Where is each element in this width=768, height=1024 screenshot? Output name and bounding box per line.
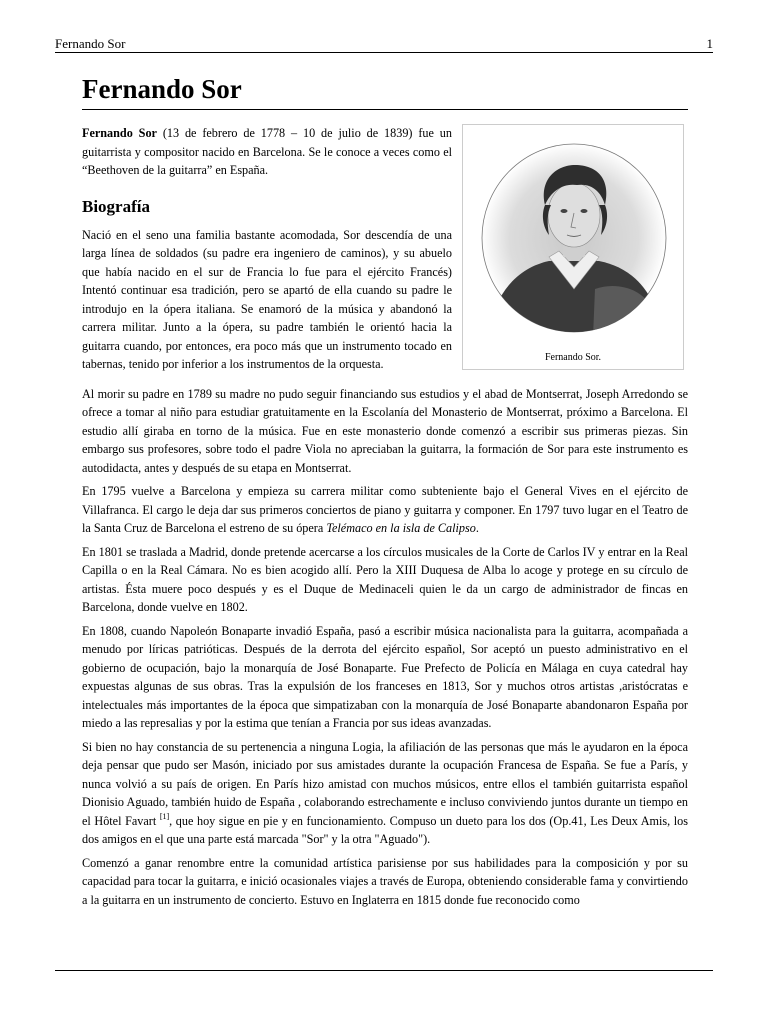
- biography-paragraph-renown: Comenzó a ganar renombre entre la comunidad artística parisiense por sus habilidades para la composición y por su capacidad para tocar la guitarra, e inició ocasionales viajes a través de Europa, obteniendo considerable fama y convirtiendo a la guitarra en un instrumento de concierto. Estuvo en Inglaterra en 1815 donde fue reconocido como: [82, 855, 688, 907]
- section-heading-biografia: Biografía: [82, 196, 150, 216]
- biography-paragraph-paris: [82, 738, 688, 849]
- footnote-reference-link[interactable]: [1]: [159, 811, 170, 821]
- intro-text: (13 de febrero de 1778 – 10 de julio de 1839) fue un guitarrista y compositor nacido en Barcelona. Se le conoce a veces como el “Beethoven de la guitarra” en España.: [82, 126, 452, 177]
- paragraph-text: Si bien no hay constancia de su pertenencia a ninguna Logia, la afiliación de las personas que más le ayudaron en la época deja pensar que pudo ser Masón, iniciado por sus amistades durante la ocupación Francesa de España. Se fue a París, y nunca volvió a su país de origen. En París hizo amistad con muchos músicos, entre ellos el también guitarrista español Dionisio Aguado, también huido de España , colaborando estrechamente e incluso conviviendo juntos durante un tiempo en el Hôtel Favart: [82, 739, 688, 828]
- biography-paragraph-barcelona: [82, 482, 688, 538]
- paragraph-text-end: , que hoy sigue en pie y en funcionamiento. Compuso un dueto para los dos (Op.41, Les Deux Amis, los dos amigos en el que una parte está marcada "Sor" y la otra "Aguado").: [82, 813, 689, 846]
- article-content: [82, 72, 688, 914]
- running-header: [55, 36, 713, 52]
- intro-name: Fernando Sor: [82, 126, 157, 140]
- paragraph-text-end: .: [475, 521, 479, 535]
- figure-caption: Fernando Sor.: [544, 352, 602, 363]
- intro-block: [82, 124, 688, 374]
- paragraph-text: En 1795 vuelve a Barcelona y empieza su carrera militar como subteniente bajo el General Vives en el ejército de Villafranca. El cargo le deja dar sus primeros conciertos de piano y guitarra y componer. En 1797 tuvo lugar en el Teatro de la Santa Cruz de Barcelona el estreno de su ópera: [82, 484, 688, 535]
- running-title: Fernando Sor: [55, 36, 126, 51]
- footer-rule: [55, 970, 713, 971]
- intro-paragraph: [82, 124, 452, 180]
- biography-paragraph-madrid: En 1801 se traslada a Madrid, donde pretende acercarse a los círculos musicales de la Corte de Carlos IV y entrar en la Real Capilla o en la Real Cámara. No es bien acogido allí. Pero la XIII Duquesa de Alba lo acoge y protege en su círculo de artistas. Ésta muere poco después y es el Duque de Medinaceli quien le da un cargo de administrador de fincas en Barcelona, donde vuelve en 1802.: [82, 544, 688, 614]
- opera-title: Telémaco en la isla de Calipso: [326, 521, 476, 535]
- biography-first-paragraph: Nació en el seno una familia bastante acomodada, Sor descendía de una larga línea de soldados (su padre era ingeniero de caminos), y su abuelo que había nacido en el sur de Francia lo fue para el ejército Francés) Intentó continuar esa tradición, pero se apartó de ella cuando su padre le introdujo en la ópera italiana. Se enamoró de la música y abandonó la carrera militar. Junto a la ópera, su padre también le orientó hacia la guitarra cuando, por entonces, era poco más que un instrumento tocado en tabernas, tenido por inferior a los instrumentos de la orquesta.: [82, 227, 452, 371]
- page-title: Fernando Sor: [82, 72, 688, 110]
- portrait-figure: [462, 124, 684, 370]
- biography-paragraph-montserrat: Al morir su padre en 1789 su madre no pudo seguir financiando sus estudios y el abad de Montserrat, Joseph Arredondo se ofrece a tomar al niño para estudiar gratuitamente en la Escolanía del Monasterio de Montserrat, próximo a Barcelona. El estudio allí giraba en torno de la música. Fue en este monasterio donde comenzó a escribir sus primeras piezas. Sin embargo sus profesores, sobre todo el padre Viola no apreciaban la guitarra, la formación de Sor para este instrumento es autodidacta, antes y después de su etapa en Montserrat.: [82, 386, 688, 475]
- biography-paragraph-napoleon: En 1808, cuando Napoleón Bonaparte invadió España, pasó a escribir música nacionalista para la guitarra, acompañada a menudo por líricas patrióticas. Después de la derrota del ejército español, Sor aceptó un puesto administrativo en el gobierno de ocupación, bajo la monarquía de José Bonaparte. Fue Prefecto de Policía en Málaga en cuya catedral hay expuestas algunas de sus obras. Tras la expulsión de los franceses en 1813, Sor y muchos otros artistas ,aristócratas e intelectuales más importantes de la época que simpatizaban con la monarquía de José Bonaparte abandonaron España por miedo a las represalias y por la estima que tenían a Francia por sus ideas avanzadas.: [82, 623, 688, 730]
- intro-column: [82, 124, 452, 374]
- header-rule: [55, 52, 713, 53]
- portrait-engraving: [477, 139, 671, 337]
- page-number: 1: [706, 36, 713, 51]
- biography-body: [82, 385, 688, 910]
